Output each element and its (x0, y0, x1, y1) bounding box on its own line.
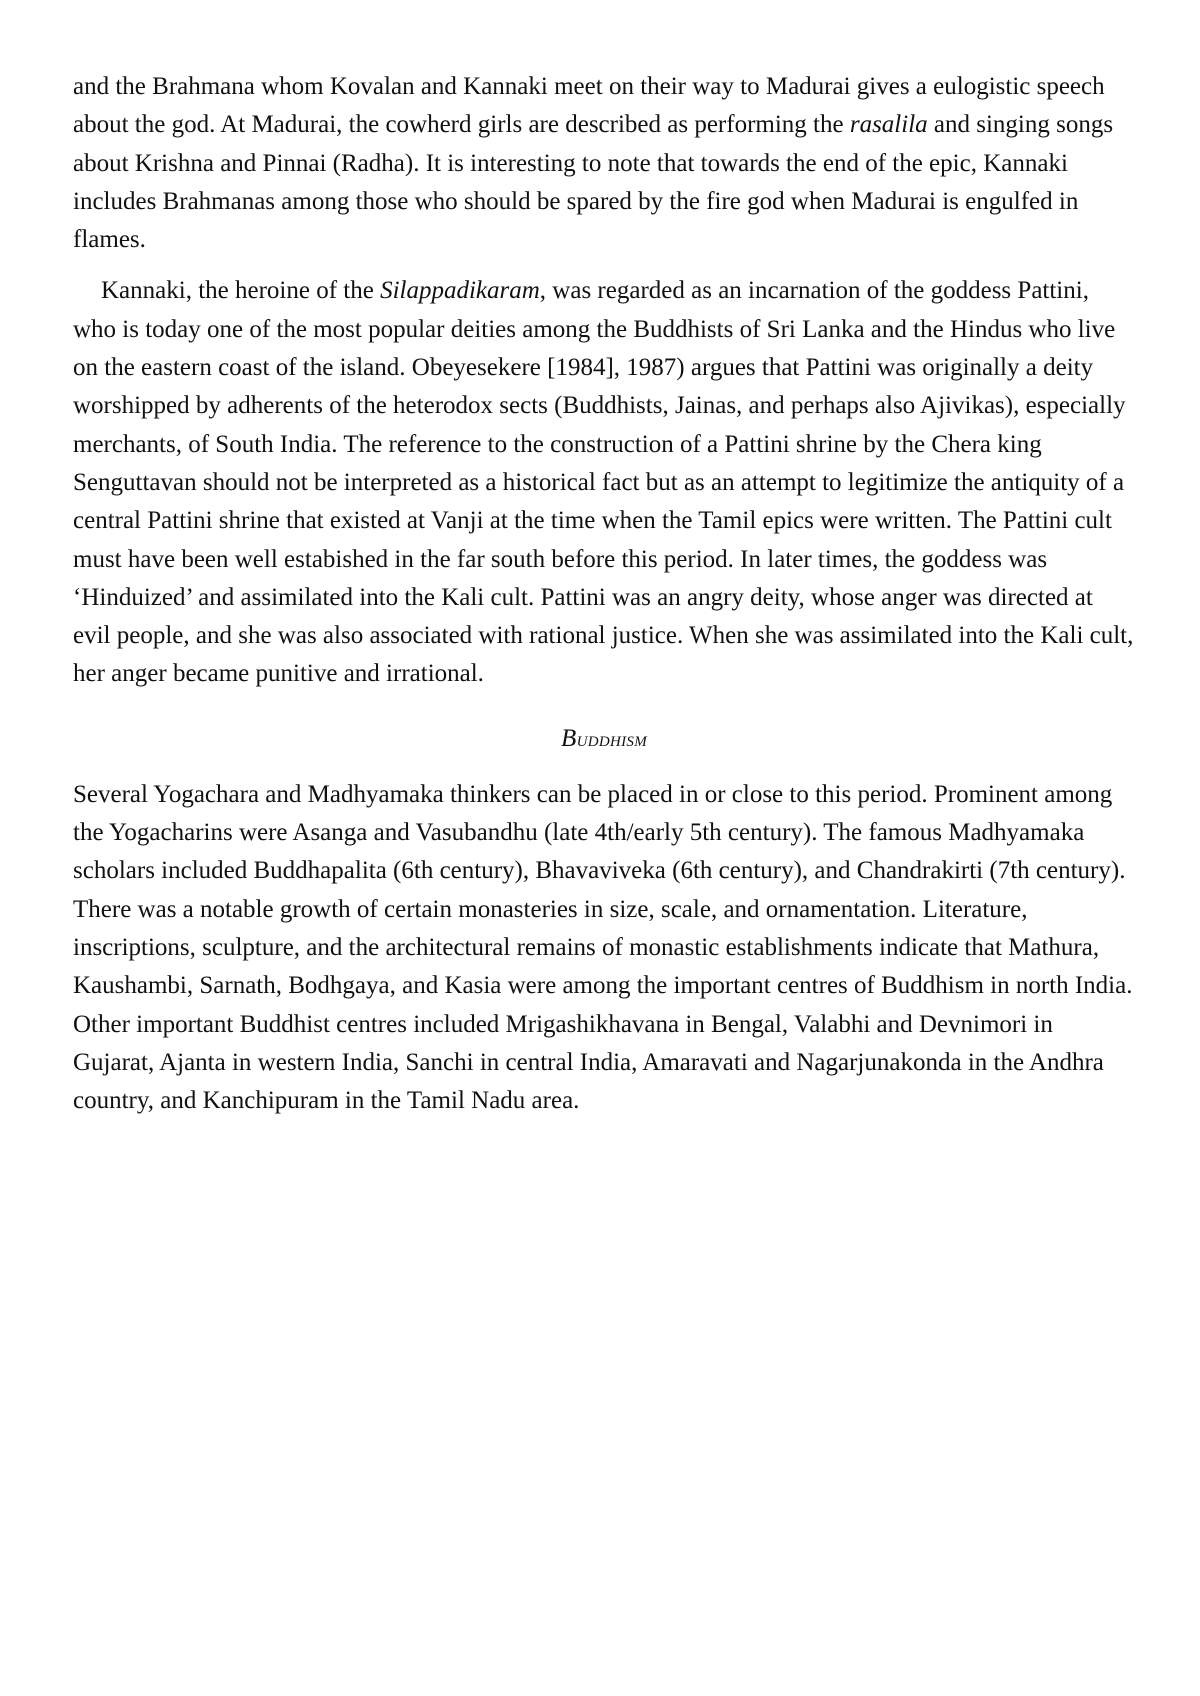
paragraph-2-text-b: , was regarded as an incarnation of the goddess Pattini, who is today one of the most popular deities among the Buddhists of Sri Lanka and the Hindus who live on the eastern coast of the island. Obeyesekere [1984], 1987) argues that Pattini was originally a deity worshipped by adherents of the heterodox sects (Buddhists, Jainas, and perhaps also Ajivikas), especially merchants, of South India. The reference to the construction of a Pattini shrine by the Chera king Senguttavan should not be interpreted as a historical fact but as an attempt to legitimize the antiquity of a central Pattini shrine that existed at Vanji at the time when the Tamil epics were written. The Pattini cult must have been well estabished in the far south before this period. In later times, the goddess was ‘Hinduized’ and assimilated into the Kali cult. Pattini was an angry deity, whose anger was directed at evil people, and she was also associated with rational justice. When she was assimilated into the Kali cult, her anger became punitive and irrational. (73, 277, 1134, 688)
heading-initial: B (561, 724, 577, 752)
section-heading-buddhism (73, 724, 1135, 754)
page-body (73, 68, 1135, 1120)
heading-rest: uddhism (576, 726, 647, 751)
rasalila-italic: rasalila (849, 111, 928, 139)
paragraph-2-text-a: Kannaki, the heroine of the (101, 277, 381, 305)
paragraph-buddhism (73, 776, 1135, 1121)
paragraph-cowherd-girls (73, 68, 1135, 259)
paragraph-1-text-b: and singing songs about Krishna and Pinnai (Radha). It is interesting to note that towards the end of the epic, Kannaki includes Brahmanas among those who should be spared by the fire god when Madurai is engulfed in flames. (73, 111, 1114, 254)
silappadikaram-italic: Silappadikaram (380, 277, 540, 305)
paragraph-kannaki-pattini (73, 272, 1135, 693)
paragraph-1-text-a: and the Brahmana whom Kovalan and Kannaki meet on their way to Madurai gives a eulogistic speech about the god. At Madurai, the cowherd girls are described as performing the (73, 73, 1105, 139)
paragraph-3-text: Several Yogachara and Madhyamaka thinkers can be placed in or close to this period. Prominent among the Yogacharins were Asanga and Vasubandhu (late 4th/early 5th century). The famous Madhyamaka scholars included Buddhapalita (6th century), Bhavaviveka (6th century), and Chandrakirti (7th century). There was a notable growth of certain monasteries in size, scale, and ornamentation. Literature, inscriptions, sculpture, and the architectural remains of monastic establishments indicate that Mathura, Kaushambi, Sarnath, Bodhgaya, and Kasia were among the important centres of Buddhism in north India. Other important Buddhist centres included Mrigashikhavana in Bengal, Valabhi and Devnimori in Gujarat, Ajanta in western India, Sanchi in central India, Amaravati and Nagarjunakonda in the Andhra country, and Kanchipuram in the Tamil Nadu area. (73, 780, 1133, 1115)
